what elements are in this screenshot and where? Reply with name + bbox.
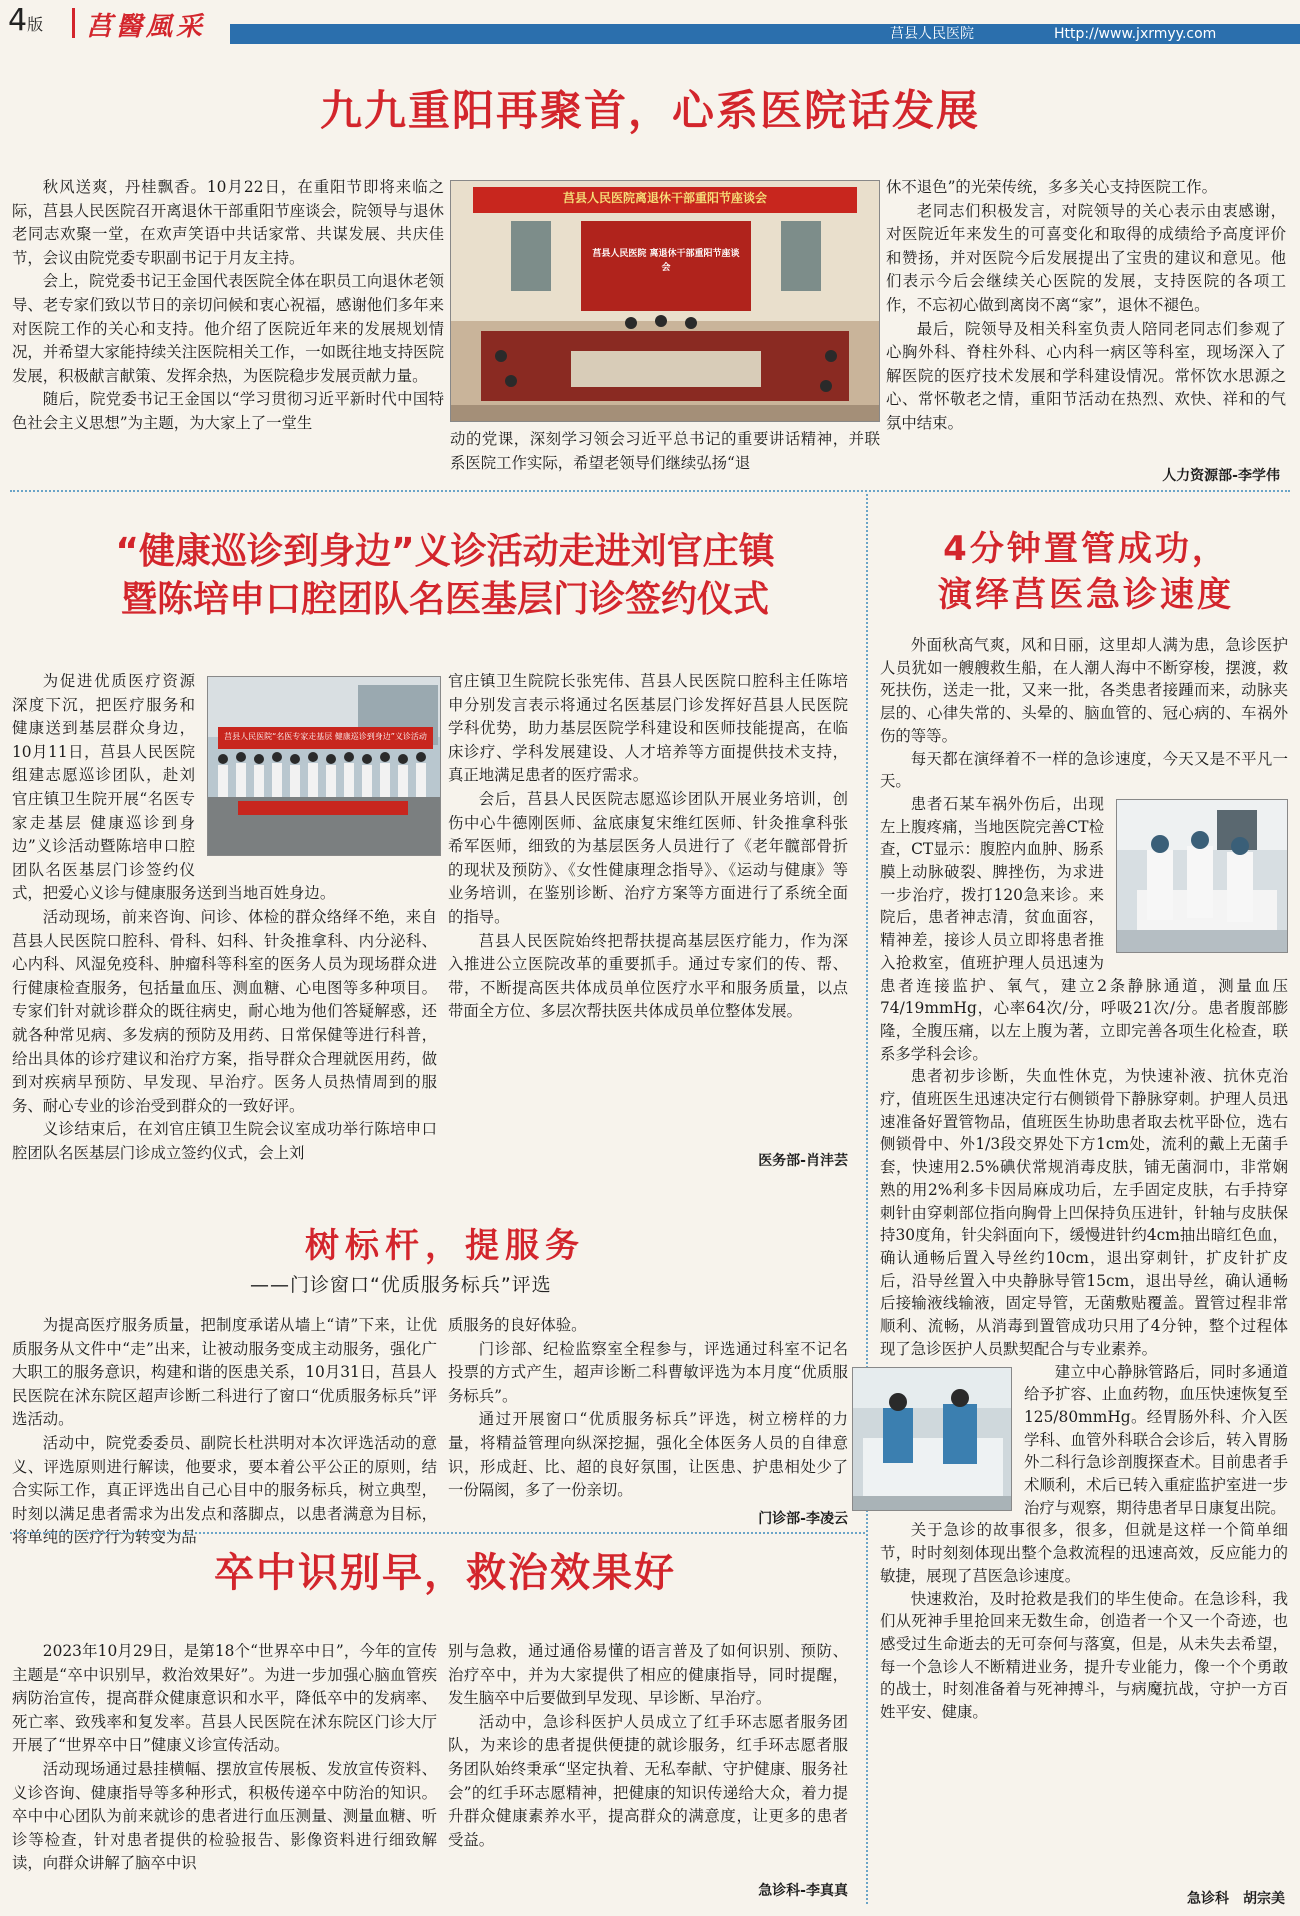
article2-title: [40, 528, 850, 624]
a1-paragraph: 老同志们积极发言，对院领导的关心表示由衷感谢，对医院近年来发生的可喜变化和取得的成绩给予高度评价和赞扬，并对医院今后发展提出了宝贵的建议和意见。他们表示今后会继续关心医院的发展，支持医院的各项工作，不忘初心做到离岗不离“家”，退休不褪色。: [886, 201, 1286, 314]
divider-top: [10, 490, 1290, 492]
article4-title: 卒中识别早，救治效果好: [214, 1550, 676, 1596]
masthead: [0, 0, 1300, 48]
a5-paragraph: 关于急诊的故事很多，很多，但就是这样一个简单细节，时时刻刻体现出整个急救流程的迅速高效，反应能力的敏捷，展现了莒医急诊速度。: [880, 1521, 1288, 1585]
divider-vertical: [866, 494, 868, 1904]
a5-paragraph: 每天都在演绎着不一样的急诊速度，今天又是不平凡一天。: [880, 749, 1288, 791]
a5-paragraph: 外面秋高气爽，风和日丽，这里却人满为患，急诊医护人员犹如一艘艘救生船，在人潮人海中不断穿梭，摆渡，救死扶伤，送走一批，又来一批，各类患者接踵而来，动脉夹层的、心律失常的、头晕的、脑血管的、冠心病的、车祸外伤的等等。: [880, 636, 1288, 745]
a2-paragraph: 义诊结束后，在刘官庄镇卫生院会议室成功举行陈培申口腔团队名医基层门诊成立签约仪式，会上刘: [12, 1120, 437, 1162]
article5-title-line1: 4分钟置管成功，: [943, 529, 1229, 569]
article2-col1: [12, 670, 437, 1165]
a4-paragraph: 活动现场通过悬挂横幅、摆放宣传展板、发放宣传资料、义诊咨询、健康指导等多种形式，积极传递卒中防治的知识。卒中中心团队为前来就诊的患者进行血压测量、测量血糖、听诊等检查，针对患者提供的检验报告、影像资料进行细致解读，向群众讲解了脑卒中识: [12, 1759, 437, 1873]
a3-paragraph: 质服务的良好体验。: [448, 1316, 587, 1334]
article1-author: 人力资源部-李学伟: [1162, 468, 1280, 484]
a3-paragraph: 为提高医疗服务质量，把制度承诺从墙上“请”下来，让优质服务从文件中“走”出来，让被动服务变成主动服务，强化广大职工的服务意识，构建和谐的医患关系，10月31日，莒县人民医院在沭东院区超声诊断二科进行了窗口“优质服务标兵”评选活动。: [12, 1316, 437, 1429]
a5-paragraph: 快速救治，及时抢救是我们的毕生使命。在急诊科，我们从死神手里抢回来无数生命，创造者一个又一个奇迹，也感受过生命逝去的无可奈何与落寞，但是，从未失去希望，每一个急诊人不断精进业务，提升专业能力，像一个个勇敢的战士，时刻准备着与死神搏斗，与病魔抗战，守护一方百姓平安、健康。: [880, 1589, 1288, 1722]
a3-paragraph: 活动中，院党委委员、副院长杜洪明对本次评选活动的意义、评选原则进行解读，他要求，要本着公平公正的原则，结合实际工作，真正评选出自己心目中的服务标兵，树立典型，时刻以满足患者需求为出发点和落脚点，以患者满意为目标，将单纯的医疗行为转变为品: [12, 1433, 437, 1547]
article2-author: 医务部-肖沣芸: [758, 1153, 848, 1169]
a4-paragraph: 别与急救，通过通俗易懂的语言普及了如何识别、预防、治疗卒中，并为大家提供了相应的健康指导，同时提醒，发生脑卒中后要做到早发现、早诊断、早治疗。: [448, 1642, 848, 1708]
a2-paragraph: 会后，莒县人民医院志愿巡诊团队开展业务培训，创伤中心牛德刚医师、盆底康复宋维红医师、针灸推拿科张希军医师，细致的为基层医务人员进行了《老年髋部骨折的现状及预防》、《女性健康理念指导》、《运动与健康》等业务培训，在鉴别诊断、治疗方案等方面进行了系统全面的指导。: [448, 789, 848, 926]
page-number-suffix: 版: [27, 15, 44, 34]
section-name: 莒醫風采: [86, 12, 207, 42]
a5-paragraph: 患者初步诊断，失血性休克，为快速补液、抗休克治疗，值班医生迅速决定行右侧锁骨下静脉穿刺。护理人员迅速准备好置管物品，值班医生协助患者取去枕平卧位，选右侧锁骨中、外1/3段交界处下方1cm处，流利的戴上无菌手套，快速用2.5%碘伏常规消毒皮肤，铺无菌洞巾，非常娴熟的用2%利多卡因局麻成功后，左手固定皮肤，右手持穿刺针由穿刺部位指向胸骨上凹保持负压进针，针轴与皮肤保持30度角，针尖斜面向下，缓慢进针约4cm抽出暗红色血，确认通畅后置入导丝约10cm，退出穿刺针，扩皮针扩皮后，沿导丝置入中央静脉导管15cm，退出导丝，确认通畅后接输液线输液，固定导管，无菌敷贴覆盖。置管过程非常顺利、流畅，从消毒到置管成功只用了4分钟，整个过程体现了急诊医护人员默契配合与专业素养。: [880, 1067, 1288, 1358]
divider-mid: [10, 1532, 865, 1534]
site-url[interactable]: Http://www.jxrmyy.com: [1054, 26, 1217, 42]
article2-title-line2: 暨陈培申口腔团队名医基层门诊签约仪式: [120, 579, 769, 620]
a2-paragraph: 活动现场，前来咨询、问诊、体检的群众络绎不绝，来自莒县人民医院口腔科、骨科、妇科、针灸推拿科、内分泌科、心内科、风湿免疫科、肿瘤科等科室的医务人员为现场群众进行健康检查服务，包括量血压、测血糖、心电图等多种项目。专家们针对就诊群众的既往病史，耐心地为他们答疑解惑，还就各种常见病、多发病的预防及用药、日常保健等进行科普，给出具体的诊疗建议和治疗方案，指导群众合理就医用药，做到对疾病早预防、早发现、早治疗。医务人员热情周到的服务、耐心专业的诊治受到群众的一致好评。: [12, 907, 437, 1115]
article3-title: 树标杆，提服务: [305, 1226, 585, 1266]
page-number-value: 4: [8, 3, 28, 38]
a5-text: 建立中心静脉管路后，同时多通道给予扩容、止血药物，血压快速恢复至125/80mmHg。经胃肠外科、介入医学科、血管外科联合会诊后，转入胃肠外二科行急诊剖腹探查术。目前患者手术顺利，术后已转入重症监护室进一步治疗与观察，期待患者早日康复出院。: [1024, 1362, 1288, 1517]
a4-paragraph: 活动中，急诊科医护人员成立了红手环志愿者服务团队，为来诊的患者提供便捷的就诊服务，红手环志愿者服务团队始终秉承“坚定执着、无私奉献、守护健康、服务社会”的红手环志愿精神，把健康的知识传递给大众，着力提升群众健康素养水平，提高群众的满意度，让更多的患者受益。: [448, 1712, 848, 1849]
a1-paragraph: 休不退色”的光荣传统，多多关心支持医院工作。: [886, 178, 1218, 196]
a5-paragraph: [880, 1361, 1288, 1520]
article5-photo-bottom: [852, 1367, 1012, 1511]
article4-author: 急诊科-李真真: [758, 1883, 848, 1899]
article3-col1: [12, 1314, 437, 1550]
a5-text: 患者石某车祸外伤后，出现左上腹疼痛，当地医院完善CT检查，CT显示：腹腔内血肿、肠系膜上动脉破裂、脾挫伤，为求进一步治疗，拨打120急来诊。来院后，患者神志清，贫血面容，精神差，接诊人员立即将患者推入抢救室，值班护理人员迅速为患者连接监护、氧气，建立2条静脉通道，测量血压74/19mmHg，心率64次/分，呼吸21次/分。患者腹部膨隆，全腹压痛，以左上腹为著，立即完善各项生化检查，联系多学科会诊。: [880, 794, 1288, 1063]
article5-title-line2: 演绎莒医急诊速度: [938, 575, 1234, 615]
article4-col1: [12, 1640, 437, 1876]
article3-author: 门诊部-李凌云: [758, 1511, 848, 1527]
a4-paragraph: 2023年10月29日，是第18个“世界卒中日”，今年的宣传主题是“卒中识别早，救治效果好”。为进一步加强心脑血管疾病防治宣传，提高群众健康意识和水平，降低卒中的发病率、死亡率、致残率和复发率。莒县人民医院在沭东院区门诊大厅开展了“世界卒中日”健康义诊宣传活动。: [12, 1642, 437, 1755]
article1-under-photo: [450, 428, 880, 475]
a2-paragraph: [12, 670, 437, 906]
a3-paragraph: 门诊部、纪检监察室全程参与，评选通过科室不记名投票的方式产生，超声诊断二科曹敏评选为本月度“优质服务标兵”。: [448, 1339, 848, 1405]
article1-col1: [12, 176, 444, 436]
article1-photo: [450, 180, 880, 422]
article2-title-line1: “健康巡诊到身边”义诊活动走进刘官庄镇: [115, 531, 775, 572]
photo-banner-text: 莒县人民医院离退休干部重阳节座谈会: [562, 191, 767, 205]
article5-author: 急诊科 胡宗美: [1187, 1891, 1285, 1907]
a1-paragraph: 秋风送爽，丹桂飘香。10月22日，在重阳节即将来临之际，莒县人民医院召开离退休干部重阳节座谈会，院领导与退休老同志欢聚一堂，在欢声笑语中共话家常、共谋发展、共庆佳节，会议由院党委专职副书记于月友主持。: [12, 178, 444, 267]
page-number: [8, 4, 43, 42]
photo-screen-text: 莒县人民医院 离退休干部重阳节座谈会: [592, 249, 740, 273]
a2-text: 为促进优质医疗资源深度下沉，把医疗服务和健康送到基层群众身边，10月11日，莒县人民医院组建志愿巡诊团队，赴刘官庄镇卫生院开展“名医专家走基层 健康巡诊到身边”义诊活动暨陈培申口腔团队名医基层门诊签约仪式，把爱心义诊与健康服务送到当地百姓身边。: [12, 672, 336, 903]
hospital-name: 莒县人民医院: [890, 26, 974, 42]
article5-photo-top: [1116, 799, 1288, 953]
photo-banner-text: 莒县人民医院“名医专家走基层 健康巡诊到身边”义诊活动: [224, 732, 427, 741]
a2-paragraph: 莒县人民医院始终把帮扶提高基层医疗能力，作为深入推进公立医院改革的重要抓手。通过专家们的传、帮、带，不断提高医共体成员单位医疗水平和服务质量，以点带面全方位、多层次帮扶医共体成员单位整体发展。: [448, 931, 848, 1021]
article2-col2: [448, 670, 848, 1024]
a3-paragraph: 通过开展窗口“优质服务标兵”评选，树立榜样的力量，将精益管理向纵深挖掘，强化全体医务人员的自律意识，形成赶、比、超的良好氛围，让医患、护患相处少了一份隔阂，多了一份亲切。: [448, 1410, 848, 1500]
article5-body: [880, 634, 1288, 1724]
article5-title: [876, 526, 1296, 618]
a1-paragraph: 动的党课，深刻学习领会习近平总书记的重要讲话精神，并联系医院工作实际，希望老领导们继续弘扬“退: [450, 430, 880, 472]
article4-col2: [448, 1640, 848, 1852]
article3-subtitle: ——门诊窗口“优质服务标兵”评选: [250, 1274, 552, 1296]
article1-title: 九九重阳再聚首，心系医院话发展: [319, 86, 980, 135]
a5-paragraph: [880, 793, 1288, 1065]
a1-paragraph: 最后，院领导及相关科室负责人陪同老同志们参观了心胸外科、脊柱外科、心内科一病区等科室，现场深入了解医院的医疗技术发展和学科建设情况。常怀饮水思源之心、常怀敬老之情，重阳节活动在热烈、欢快、祥和的气氛中结束。: [886, 319, 1286, 432]
a1-paragraph: 随后，院党委书记王金国以“学习贯彻习近平新时代中国特色社会主义思想”为主题，为大家上了一堂生: [12, 390, 444, 432]
divider-bar: [72, 8, 75, 38]
a2-paragraph: 官庄镇卫生院院长张宪伟、莒县人民医院口腔科主任陈培申分别发言表示将通过名医基层门诊发挥好莒县人民医院学科优势，助力基层医院学科建设和医师技能提高，在临床诊疗、学科发展建设、人才培养等方面提供技术支持，真正地满足患者的医疗需求。: [448, 672, 848, 785]
article3-col2: [448, 1314, 848, 1503]
a1-paragraph: 会上，院党委书记王金国代表医院全体在职员工向退休老领导、老专家们致以节日的亲切问候和衷心祝福，感谢他们多年来对医院工作的关心和支持。他介绍了医院近年来的发展规划情况，并希望大家能持续关注医院相关工作，一如既往地支持医院发展，积极献言献策、发挥余热，为医院稳步发展贡献力量。: [12, 272, 444, 385]
article1-col3: [886, 176, 1286, 436]
article2-photo: [207, 676, 441, 856]
